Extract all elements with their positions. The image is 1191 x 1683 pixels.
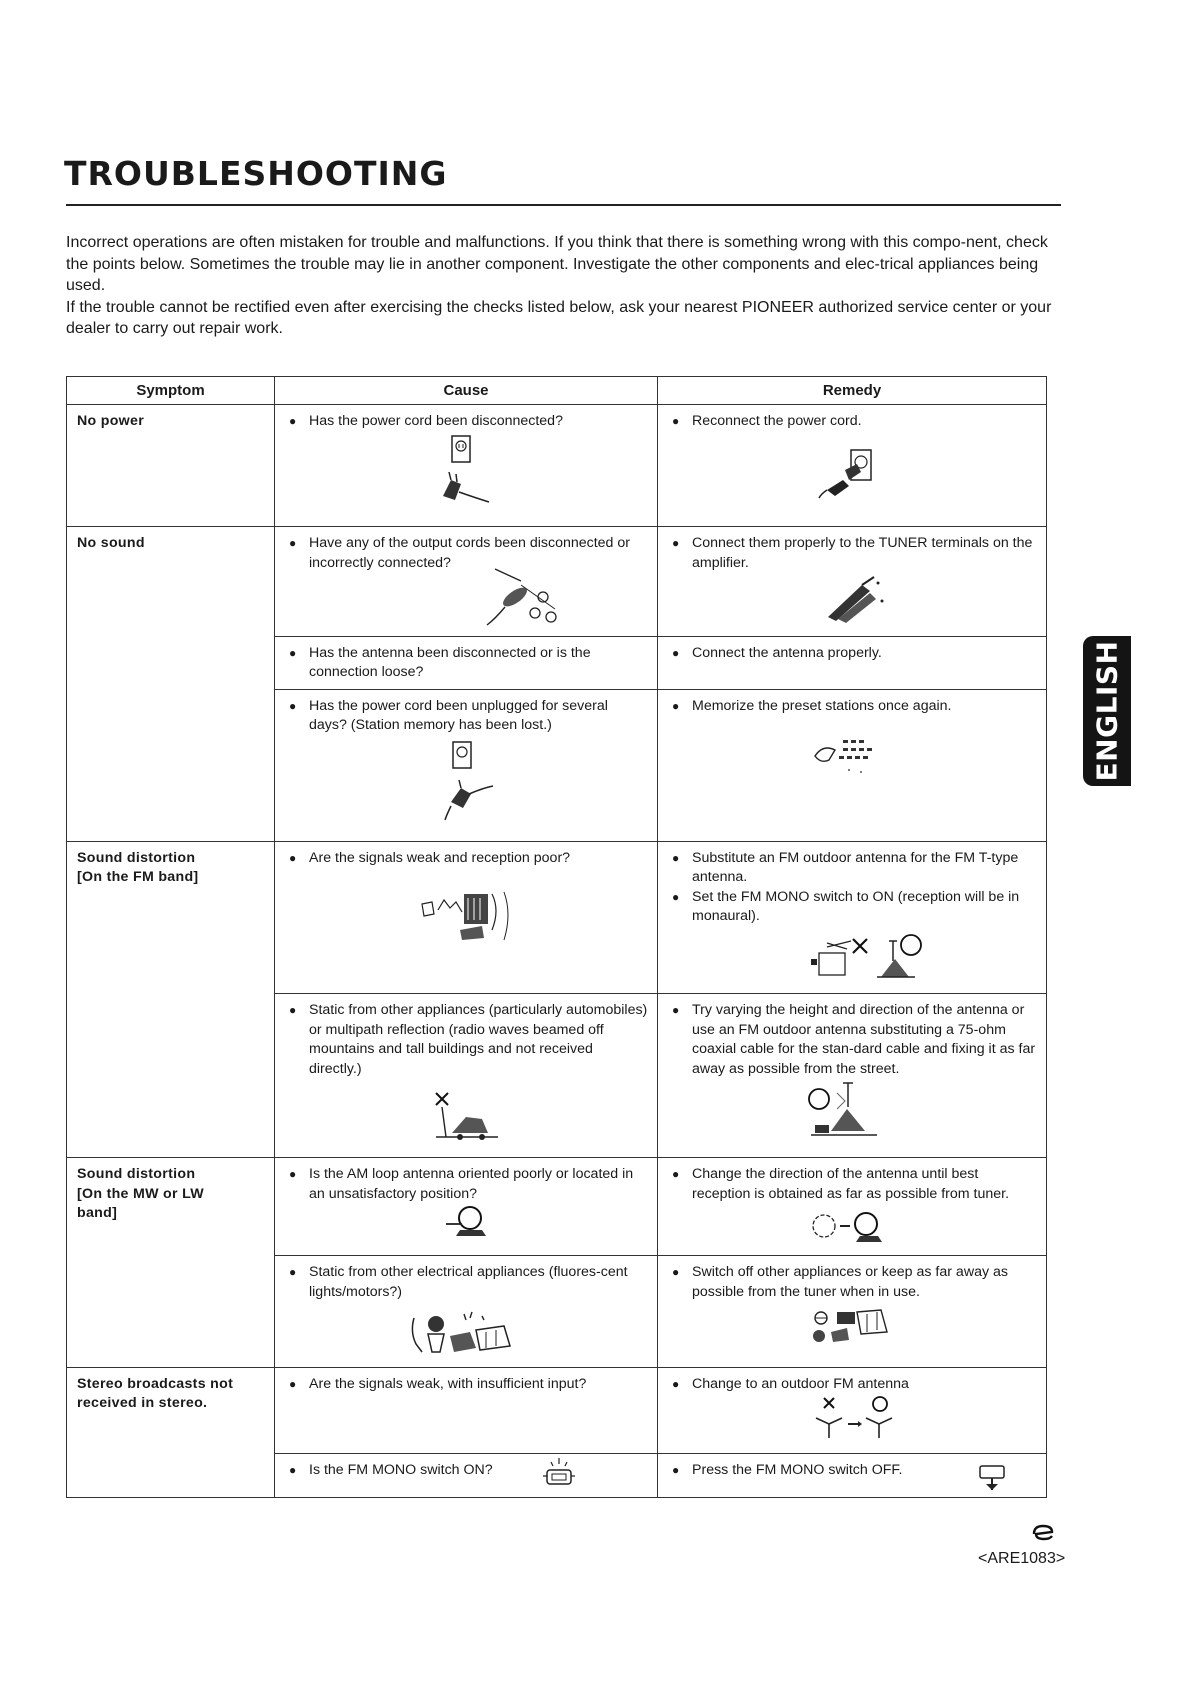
intro-text: [66, 232, 1056, 340]
table-header-row: [67, 377, 1047, 405]
language-tab: [1083, 636, 1131, 786]
header-symptom: Symptom: [67, 377, 275, 405]
weak-reception-icon: [416, 890, 516, 946]
page-mark-icon: [1030, 1522, 1056, 1542]
cause-text: Has the power cord been unplugged for several days? (Station memory has been lost.): [309, 697, 608, 733]
symptom-label: Sound distortion: [77, 1166, 196, 1182]
remedy-text: Connect the antenna properly.: [692, 644, 882, 661]
header-cause: Cause: [275, 377, 658, 405]
mono-switch-on-icon: [539, 1456, 579, 1492]
cause-cell: ● Are the signals weak and reception poor?: [275, 841, 658, 994]
symptom-band: [On the FM band]: [77, 869, 199, 885]
loop-antenna-icon: [436, 1204, 496, 1240]
remedy-cell: ● Change to an outdoor FM antenna: [658, 1367, 1047, 1453]
title-divider: [66, 204, 1061, 206]
table-row: [67, 1158, 1047, 1256]
appliances-away-icon: [807, 1306, 897, 1348]
outlet-unplugged-icon: [421, 432, 511, 510]
rca-cords-icon: [485, 567, 581, 629]
outlet-unplugged-icon: [421, 736, 511, 822]
symptom-no-sound: No sound: [67, 527, 275, 842]
table-row: [67, 527, 1047, 637]
remedy-cell: ● Substitute an FM outdoor antenna for the FM T-type antenna. ● Set the FM MONO switch to ON (reception will be in monaural).: [658, 841, 1047, 994]
remedy-cell: ● Memorize the preset stations once again.: [658, 689, 1047, 841]
mono-switch-off-icon: [976, 1462, 1008, 1494]
cause-cell: ● Has the power cord been disconnected?: [275, 405, 658, 527]
antenna-street-icon: [807, 1079, 897, 1139]
antenna-compare-icon: [802, 1394, 902, 1440]
tuner-buttons-icon: [809, 730, 895, 780]
cause-text: Has the power cord been disconnected?: [309, 413, 563, 429]
intro-paragraph-1: Incorrect operations are often mistaken for trouble and malfunctions. If you think that there is something wrong with this compo-nent, check the points below. Sometimes the trouble may lie in another component. Investigate the other components and elec-trical appliances being used.: [66, 234, 1048, 295]
remedy-text-2: Set the FM MONO switch to ON (reception will be in monaural).: [692, 888, 1020, 924]
remedy-text-1: Substitute an FM outdoor antenna for the FM T-type antenna.: [692, 849, 1019, 885]
car-static-icon: [426, 1089, 506, 1141]
plug-in-outlet-icon: [807, 432, 897, 510]
cause-text: Static from other appliances (particularly automobiles) or multipath reflection (radio waves beamed off mountains and tall buildings and not received directly.): [309, 1002, 648, 1077]
symptom-distortion-fm: [67, 841, 275, 1158]
rca-plugs-icon: [812, 573, 892, 623]
remedy-text: Reconnect the power cord.: [692, 413, 862, 429]
cause-text: Have any of the output cords been disconnected or incorrectly connected?: [309, 535, 631, 571]
cause-text: Is the AM loop antenna oriented poorly or located in an unsatisfactory position?: [309, 1166, 634, 1202]
remedy-cell: ● Reconnect the power cord.: [658, 405, 1047, 527]
remedy-cell: ● Switch off other appliances or keep as far away as possible from the tuner when in use.: [658, 1256, 1047, 1368]
header-remedy: Remedy: [658, 377, 1047, 405]
cause-cell: ● Is the FM MONO switch ON?: [275, 1453, 658, 1497]
cause-cell: ● Static from other appliances (particularly automobiles) or multipath reflection (radio waves beamed off mountains and tall buildings and not received directly.): [275, 994, 658, 1158]
symptom-stereo: Stereo broadcasts not received in stereo.: [67, 1367, 275, 1497]
cause-text: Has the antenna been disconnected or is the connection loose?: [309, 644, 591, 680]
remedy-cell: ● Press the FM MONO switch OFF.: [658, 1453, 1047, 1497]
intro-paragraph-2: If the trouble cannot be rectified even after exercising the checks listed below, ask your nearest PIONEER authorized service center or your dealer to carry out repair work.: [66, 298, 1052, 338]
remedy-text: Memorize the preset stations once again.: [692, 697, 952, 714]
cause-text: Static from other electrical appliances (fluores-cent lights/motors?): [309, 1264, 628, 1300]
cause-text: Are the signals weak, with insufficient input?: [309, 1375, 587, 1392]
document-code: <ARE1083>: [978, 1550, 1066, 1567]
outdoor-antenna-icon: [807, 931, 937, 981]
appliances-static-icon: [406, 1308, 526, 1354]
remedy-text: Switch off other appliances or keep as far away as possible from the tuner when in use.: [692, 1264, 1008, 1300]
table-row: [67, 841, 1047, 994]
loop-antenna-rotate-icon: [806, 1208, 896, 1248]
remedy-text: Press the FM MONO switch OFF.: [692, 1461, 903, 1478]
remedy-cell: ● Connect the antenna properly.: [658, 636, 1047, 689]
remedy-text: Try varying the height and direction of the antenna or use an FM outdoor antenna substituting a 75-ohm coaxial cable for the stan-dard cable and fixing it as far away as possible from the street.: [692, 1002, 1036, 1077]
cause-cell: ● Has the antenna been disconnected or is the connection loose?: [275, 636, 658, 689]
troubleshooting-table: [66, 376, 1047, 1498]
symptom-band: [On the MW or LW band]: [77, 1185, 204, 1221]
cause-cell: ● Has the power cord been unplugged for several days? (Station memory has been lost.): [275, 689, 658, 841]
cause-text: Are the signals weak and reception poor?: [309, 849, 571, 866]
remedy-text: Connect them properly to the TUNER terminals on the amplifier.: [692, 535, 1033, 571]
table-row: [67, 405, 1047, 527]
remedy-cell: ● Connect them properly to the TUNER terminals on the amplifier.: [658, 527, 1047, 637]
language-tab-label: ENGLISH: [1090, 640, 1124, 782]
remedy-cell: ● Change the direction of the antenna until best reception is obtained as far as possible from tuner.: [658, 1158, 1047, 1256]
remedy-text: Change to an outdoor FM antenna: [692, 1375, 909, 1392]
remedy-text: Change the direction of the antenna until best reception is obtained as far as possible from tuner.: [692, 1166, 1010, 1202]
cause-cell: ● Are the signals weak, with insufficient input?: [275, 1367, 658, 1453]
cause-cell: ● Is the AM loop antenna oriented poorly or located in an unsatisfactory position?: [275, 1158, 658, 1256]
cause-text: Is the FM MONO switch ON?: [309, 1461, 493, 1478]
symptom-distortion-am: [67, 1158, 275, 1368]
table-row: [67, 1367, 1047, 1453]
remedy-cell: ● Try varying the height and direction of the antenna or use an FM outdoor antenna substituting a 75-ohm coaxial cable for the stan-dard cable and fixing it as far away as possible from the street.: [658, 994, 1047, 1158]
cause-cell: ● Static from other electrical appliances (fluores-cent lights/motors?): [275, 1256, 658, 1368]
cause-cell: ● Have any of the output cords been disconnected or incorrectly connected?: [275, 527, 658, 637]
page-title: TROUBLESHOOTING: [64, 154, 448, 193]
symptom-no-power: No power: [67, 405, 275, 527]
symptom-label: Sound distortion: [77, 849, 196, 866]
